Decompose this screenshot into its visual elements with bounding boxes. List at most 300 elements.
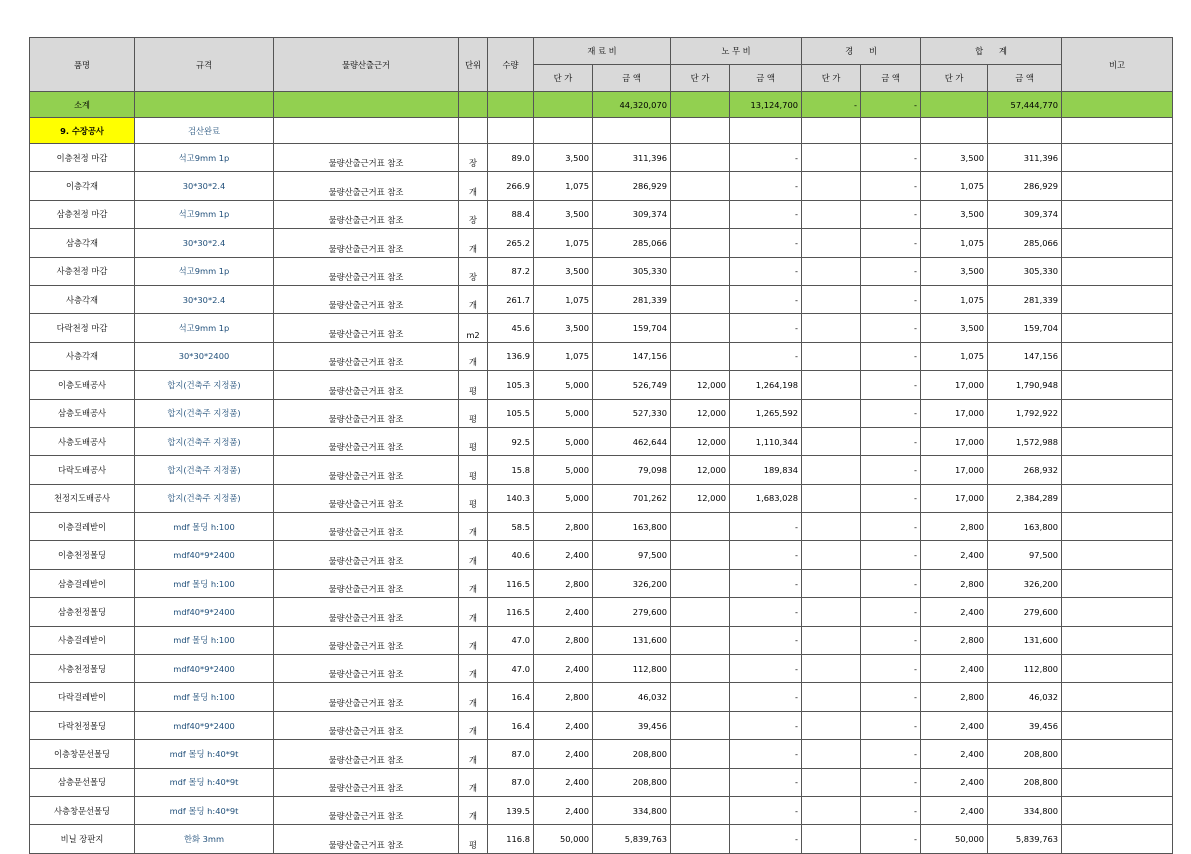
item-basis: 물량산출근거표 참조 [274,229,459,257]
item-name: 삼층천정 마감 [30,200,135,228]
labor-unit-price [671,342,730,370]
total-unit-price: 2,400 [921,541,988,569]
expense-unit-price [802,768,861,796]
expense-amount: - [861,456,921,484]
labor-unit-price: 12,000 [671,399,730,427]
item-basis: 물량산출근거표 참조 [274,683,459,711]
item-name: 삼층천정몰딩 [30,598,135,626]
expense-amount: - [861,484,921,512]
total-unit-price: 1,075 [921,172,988,200]
labor-unit-price: 12,000 [671,484,730,512]
note [1062,683,1173,711]
expense-amount: - [861,144,921,172]
note [1062,626,1173,654]
item-qty: 261.7 [488,285,534,313]
material-amount: 79,098 [593,456,671,484]
item-unit: 평 [459,456,488,484]
item-spec: 합지(건축주 지정품) [135,399,274,427]
item-basis: 물량산출근거표 참조 [274,484,459,512]
item-qty: 265.2 [488,229,534,257]
expense-unit-price [802,541,861,569]
subtotal-label: 소계 [30,92,135,118]
total-unit-price: 2,800 [921,513,988,541]
labor-unit-price [671,569,730,597]
item-unit: 개 [459,342,488,370]
table-row [30,285,1173,313]
item-name: 삼층문선몰딩 [30,768,135,796]
item-unit: 개 [459,626,488,654]
item-spec: 30*30*2.4 [135,285,274,313]
expense-amount: - [861,257,921,285]
table-row [30,427,1173,455]
total-amount: 131,600 [988,626,1062,654]
header-unit-price: 단 가 [921,65,988,92]
note [1062,342,1173,370]
item-unit: 개 [459,796,488,824]
item-qty: 92.5 [488,427,534,455]
item-unit: 개 [459,569,488,597]
total-amount: 39,456 [988,711,1062,739]
total-unit-price: 2,800 [921,683,988,711]
labor-amount: - [730,683,802,711]
item-name: 사층각재 [30,285,135,313]
labor-unit-price [671,513,730,541]
labor-unit-price [671,285,730,313]
expense-unit-price [802,342,861,370]
item-name: 다락천정몰딩 [30,711,135,739]
total-unit-price: 3,500 [921,200,988,228]
total-amount: 163,800 [988,513,1062,541]
total-unit-price: 2,800 [921,569,988,597]
labor-amount: - [730,569,802,597]
total-amount: 46,032 [988,683,1062,711]
material-amount: 208,800 [593,740,671,768]
note [1062,371,1173,399]
total-amount: 1,792,922 [988,399,1062,427]
item-name: 사층천정몰딩 [30,655,135,683]
item-basis: 물량산출근거표 참조 [274,768,459,796]
note [1062,427,1173,455]
expense-amount: - [861,711,921,739]
labor-amount: - [730,655,802,683]
table-row [30,768,1173,796]
table-row [30,825,1173,853]
item-name: 이층도배공사 [30,371,135,399]
item-qty: 87.0 [488,740,534,768]
total-amount: 326,200 [988,569,1062,597]
material-amount: 326,200 [593,569,671,597]
labor-unit-price [671,200,730,228]
item-qty: 116.5 [488,569,534,597]
item-qty: 88.4 [488,200,534,228]
labor-amount: - [730,200,802,228]
table-row [30,626,1173,654]
item-unit: 개 [459,541,488,569]
material-amount: 163,800 [593,513,671,541]
expense-unit-price [802,796,861,824]
item-spec: 합지(건축주 지정품) [135,484,274,512]
expense-amount: - [861,229,921,257]
item-basis: 물량산출근거표 참조 [274,541,459,569]
total-unit-price: 17,000 [921,427,988,455]
material-unit-price: 3,500 [534,314,593,342]
item-basis: 물량산출근거표 참조 [274,285,459,313]
expense-unit-price [802,314,861,342]
material-amount: 46,032 [593,683,671,711]
item-spec: 석고9mm 1p [135,314,274,342]
item-name: 천정지도배공사 [30,484,135,512]
item-spec: 합지(건축주 지정품) [135,456,274,484]
material-amount: 309,374 [593,200,671,228]
total-amount: 285,066 [988,229,1062,257]
item-spec: mdf40*9*2400 [135,655,274,683]
material-amount: 281,339 [593,285,671,313]
item-qty: 89.0 [488,144,534,172]
total-unit-price: 2,400 [921,711,988,739]
labor-unit-price [671,768,730,796]
labor-amount: 1,683,028 [730,484,802,512]
note [1062,569,1173,597]
expense-unit-price [802,285,861,313]
item-name: 이층걸레받이 [30,513,135,541]
table-row [30,229,1173,257]
total-amount: 1,572,988 [988,427,1062,455]
note [1062,513,1173,541]
expense-unit-price [802,711,861,739]
labor-amount: - [730,740,802,768]
item-spec: mdf 몰딩 h:100 [135,513,274,541]
labor-unit-price [671,172,730,200]
total-unit-price: 17,000 [921,456,988,484]
item-basis: 물량산출근거표 참조 [274,655,459,683]
item-spec: mdf40*9*2400 [135,541,274,569]
item-unit: 장 [459,257,488,285]
material-unit-price: 5,000 [534,484,593,512]
subtotal-material-amount: 44,320,070 [593,92,671,118]
section-status: 검산완료 [135,118,274,144]
material-unit-price: 1,075 [534,229,593,257]
item-qty: 47.0 [488,655,534,683]
item-name: 이층천정몰딩 [30,541,135,569]
note [1062,257,1173,285]
item-qty: 16.4 [488,683,534,711]
material-amount: 131,600 [593,626,671,654]
material-amount: 462,644 [593,427,671,455]
header-total: 합 계 [921,38,1062,65]
total-amount: 208,800 [988,768,1062,796]
labor-unit-price [671,541,730,569]
material-unit-price: 1,075 [534,285,593,313]
item-basis: 물량산출근거표 참조 [274,513,459,541]
item-name: 이층창문선몰딩 [30,740,135,768]
table-row [30,711,1173,739]
item-name: 삼층각재 [30,229,135,257]
item-basis: 물량산출근거표 참조 [274,825,459,853]
section-row [30,118,1173,144]
material-amount: 334,800 [593,796,671,824]
labor-amount: 1,110,344 [730,427,802,455]
expense-amount: - [861,541,921,569]
expense-unit-price [802,200,861,228]
table-row [30,200,1173,228]
item-spec: 석고9mm 1p [135,200,274,228]
item-unit: 개 [459,740,488,768]
material-amount: 305,330 [593,257,671,285]
total-amount: 147,156 [988,342,1062,370]
expense-unit-price [802,172,861,200]
item-qty: 87.0 [488,768,534,796]
material-unit-price: 2,800 [534,513,593,541]
header-unit-price: 단 가 [671,65,730,92]
material-amount: 285,066 [593,229,671,257]
labor-unit-price: 12,000 [671,371,730,399]
total-unit-price: 2,400 [921,768,988,796]
material-amount: 97,500 [593,541,671,569]
header-name: 품명 [30,38,135,92]
table-row [30,257,1173,285]
total-unit-price: 2,800 [921,626,988,654]
total-unit-price: 3,500 [921,144,988,172]
note [1062,598,1173,626]
expense-amount: - [861,825,921,853]
section-title: 9. 수장공사 [30,118,135,144]
header-amount: 금 액 [593,65,671,92]
item-basis: 물량산출근거표 참조 [274,342,459,370]
item-name: 사층도배공사 [30,427,135,455]
note [1062,229,1173,257]
item-basis: 물량산출근거표 참조 [274,144,459,172]
total-amount: 112,800 [988,655,1062,683]
table-row [30,598,1173,626]
material-unit-price: 5,000 [534,371,593,399]
total-amount: 311,396 [988,144,1062,172]
expense-unit-price [802,626,861,654]
item-qty: 105.5 [488,399,534,427]
material-unit-price: 2,400 [534,768,593,796]
labor-amount: - [730,342,802,370]
labor-amount: 1,264,198 [730,371,802,399]
item-name: 이층천정 마감 [30,144,135,172]
item-basis: 물량산출근거표 참조 [274,427,459,455]
expense-amount: - [861,172,921,200]
item-spec: 석고9mm 1p [135,257,274,285]
material-amount: 311,396 [593,144,671,172]
material-unit-price: 3,500 [534,200,593,228]
table-row [30,314,1173,342]
material-unit-price: 1,075 [534,342,593,370]
note [1062,456,1173,484]
item-name: 다락천정 마감 [30,314,135,342]
material-unit-price: 1,075 [534,172,593,200]
header-amount: 금 액 [988,65,1062,92]
expense-amount: - [861,371,921,399]
item-basis: 물량산출근거표 참조 [274,626,459,654]
item-name: 삼층걸레받이 [30,569,135,597]
expense-unit-price [802,484,861,512]
material-amount: 279,600 [593,598,671,626]
note [1062,711,1173,739]
expense-unit-price [802,371,861,399]
total-unit-price: 2,400 [921,598,988,626]
header-expense: 경 비 [802,38,921,65]
expense-unit-price [802,683,861,711]
labor-amount: - [730,598,802,626]
labor-unit-price [671,655,730,683]
item-unit: 평 [459,427,488,455]
item-name: 비닐 장판지 [30,825,135,853]
item-unit: m2 [459,314,488,342]
labor-unit-price [671,257,730,285]
total-unit-price: 1,075 [921,342,988,370]
expense-unit-price [802,399,861,427]
labor-unit-price: 12,000 [671,456,730,484]
expense-amount: - [861,768,921,796]
labor-amount: - [730,626,802,654]
material-unit-price: 50,000 [534,825,593,853]
expense-amount: - [861,285,921,313]
expense-amount: - [861,569,921,597]
material-unit-price: 2,400 [534,711,593,739]
labor-unit-price [671,314,730,342]
item-qty: 116.5 [488,598,534,626]
material-unit-price: 3,500 [534,257,593,285]
item-unit: 평 [459,484,488,512]
table-row [30,342,1173,370]
item-unit: 평 [459,371,488,399]
expense-unit-price [802,598,861,626]
expense-amount: - [861,399,921,427]
total-amount: 279,600 [988,598,1062,626]
labor-amount: - [730,172,802,200]
item-qty: 58.5 [488,513,534,541]
expense-unit-price [802,740,861,768]
labor-amount: - [730,314,802,342]
note [1062,285,1173,313]
material-unit-price: 5,000 [534,399,593,427]
labor-amount: - [730,541,802,569]
material-amount: 39,456 [593,711,671,739]
expense-amount: - [861,626,921,654]
material-amount: 147,156 [593,342,671,370]
total-amount: 1,790,948 [988,371,1062,399]
material-unit-price: 2,400 [534,541,593,569]
material-amount: 527,330 [593,399,671,427]
note [1062,399,1173,427]
labor-amount: - [730,711,802,739]
item-unit: 개 [459,655,488,683]
total-amount: 286,929 [988,172,1062,200]
item-unit: 개 [459,711,488,739]
item-spec: 합지(건축주 지정품) [135,427,274,455]
total-amount: 309,374 [988,200,1062,228]
item-qty: 105.3 [488,371,534,399]
header-unit: 단위 [459,38,488,92]
header-spec: 규격 [135,38,274,92]
material-unit-price: 2,400 [534,796,593,824]
item-qty: 15.8 [488,456,534,484]
expense-unit-price [802,825,861,853]
material-unit-price: 2,400 [534,740,593,768]
item-name: 다락도배공사 [30,456,135,484]
item-qty: 87.2 [488,257,534,285]
item-spec: mdf 몰딩 h:100 [135,569,274,597]
table-row [30,541,1173,569]
total-unit-price: 17,000 [921,399,988,427]
table-row [30,371,1173,399]
total-amount: 159,704 [988,314,1062,342]
item-spec: 30*30*2400 [135,342,274,370]
table-row [30,399,1173,427]
material-unit-price: 2,400 [534,598,593,626]
table-row [30,484,1173,512]
table-row [30,569,1173,597]
expense-amount: - [861,342,921,370]
labor-unit-price [671,796,730,824]
note [1062,825,1173,853]
labor-amount: - [730,257,802,285]
item-basis: 물량산출근거표 참조 [274,569,459,597]
material-amount: 5,839,763 [593,825,671,853]
header-note: 비고 [1062,38,1173,92]
total-amount: 305,330 [988,257,1062,285]
item-qty: 40.6 [488,541,534,569]
labor-unit-price [671,144,730,172]
header-labor: 노 무 비 [671,38,802,65]
total-amount: 281,339 [988,285,1062,313]
material-amount: 526,749 [593,371,671,399]
item-spec: 30*30*2.4 [135,229,274,257]
item-basis: 물량산출근거표 참조 [274,456,459,484]
item-spec: 30*30*2.4 [135,172,274,200]
total-unit-price: 2,400 [921,796,988,824]
labor-amount: - [730,229,802,257]
expense-unit-price [802,257,861,285]
item-unit: 장 [459,144,488,172]
item-name: 이층각재 [30,172,135,200]
note [1062,314,1173,342]
item-spec: 합지(건축주 지정품) [135,371,274,399]
expense-amount: - [861,598,921,626]
labor-amount: - [730,513,802,541]
note [1062,144,1173,172]
item-unit: 개 [459,229,488,257]
item-unit: 개 [459,598,488,626]
material-unit-price: 3,500 [534,144,593,172]
expense-unit-price [802,144,861,172]
total-unit-price: 17,000 [921,484,988,512]
note [1062,796,1173,824]
item-unit: 개 [459,285,488,313]
header-qty: 수량 [488,38,534,92]
labor-unit-price [671,711,730,739]
labor-unit-price [671,598,730,626]
item-spec: mdf 몰딩 h:40*9t [135,768,274,796]
expense-amount: - [861,513,921,541]
item-qty: 139.5 [488,796,534,824]
table-row [30,683,1173,711]
item-name: 사층천정 마감 [30,257,135,285]
item-basis: 물량산출근거표 참조 [274,598,459,626]
labor-unit-price: 12,000 [671,427,730,455]
table-row [30,655,1173,683]
material-unit-price: 2,400 [534,655,593,683]
item-name: 삼층도배공사 [30,399,135,427]
item-basis: 물량산출근거표 참조 [274,257,459,285]
expense-amount: - [861,740,921,768]
item-spec: mdf 몰딩 h:40*9t [135,740,274,768]
item-basis: 물량산출근거표 참조 [274,796,459,824]
total-unit-price: 1,075 [921,285,988,313]
